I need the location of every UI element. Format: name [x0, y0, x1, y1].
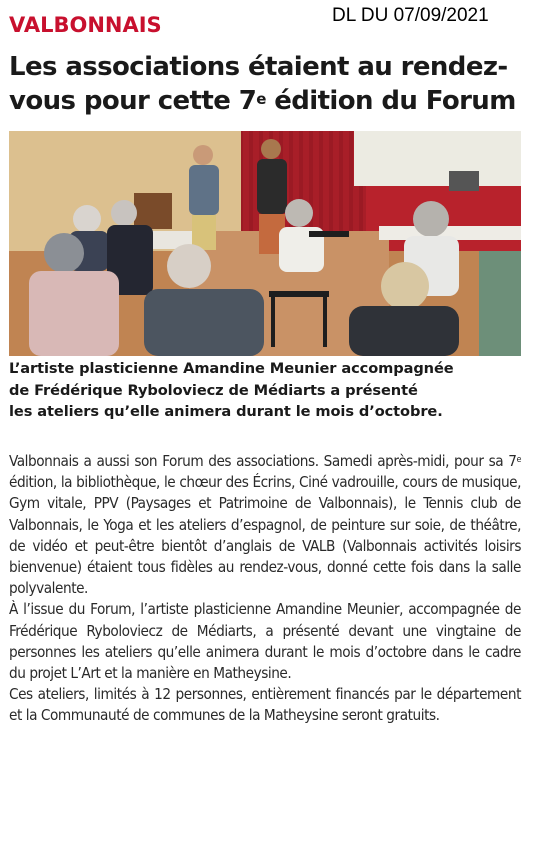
headline-text: édition du Forum	[265, 86, 516, 116]
article-photo	[9, 131, 521, 356]
headline-text: vous pour cette 7	[9, 86, 257, 116]
paragraph-1-text: Valbonnais a aussi son Forum des associations. Samedi après-midi, pour sa 7	[9, 452, 517, 470]
paragraph-3: Ces ateliers, limités à 12 personnes, entièrement financés par le département et la Communauté de communes de la Matheysine seront gratuits.	[9, 685, 521, 725]
paragraph-1-superscript: e	[516, 455, 521, 465]
article-body	[9, 451, 521, 727]
headline	[9, 50, 533, 118]
paragraph-1	[9, 451, 521, 599]
headline-line-2	[9, 84, 533, 118]
source-date-label: DL DU 07/09/2021	[332, 5, 489, 26]
caption-line-1: L’artiste plasticienne Amandine Meunier accompagnée	[9, 360, 454, 377]
headline-line-1: Les associations étaient au rendez-	[9, 52, 508, 82]
caption-line-2: de Frédérique Ryboloviecz de Médiarts a présenté	[9, 381, 418, 399]
photo-caption	[9, 358, 527, 423]
caption-line-3: les ateliers qu’elle animera durant le mois d’octobre.	[9, 403, 443, 420]
paragraph-2: À l’issue du Forum, l’artiste plasticienne Amandine Meunier, accompagnée de Frédérique Ryboloviecz de Médiarts, a présenté devant une vingtaine de personnes les ateliers qu’elle animera durant le mois d’octobre dans le cadre du projet L’Art et la manière en Matheysine.	[9, 600, 521, 683]
section-kicker: VALBONNAIS	[9, 13, 162, 37]
headline-superscript: e	[256, 90, 266, 108]
paragraph-1-text: édition, la bibliothèque, le chœur des Écrins, Ciné vadrouille, cours de musique, Gym vitale, PPV (Paysages et Patrimoine de Valbonnais), le Tennis club de Valbonnais, le Yoga et les ateliers d’espagnol, de peinture sur soie, de théâtre, de vidéo et peut-être bientôt d’anglais de VALB (Valbonnais activités loisirs bienvenue) étaient tous fidèles au rendez-vous, donné cette fois dans la salle polyvalente.	[9, 473, 521, 598]
